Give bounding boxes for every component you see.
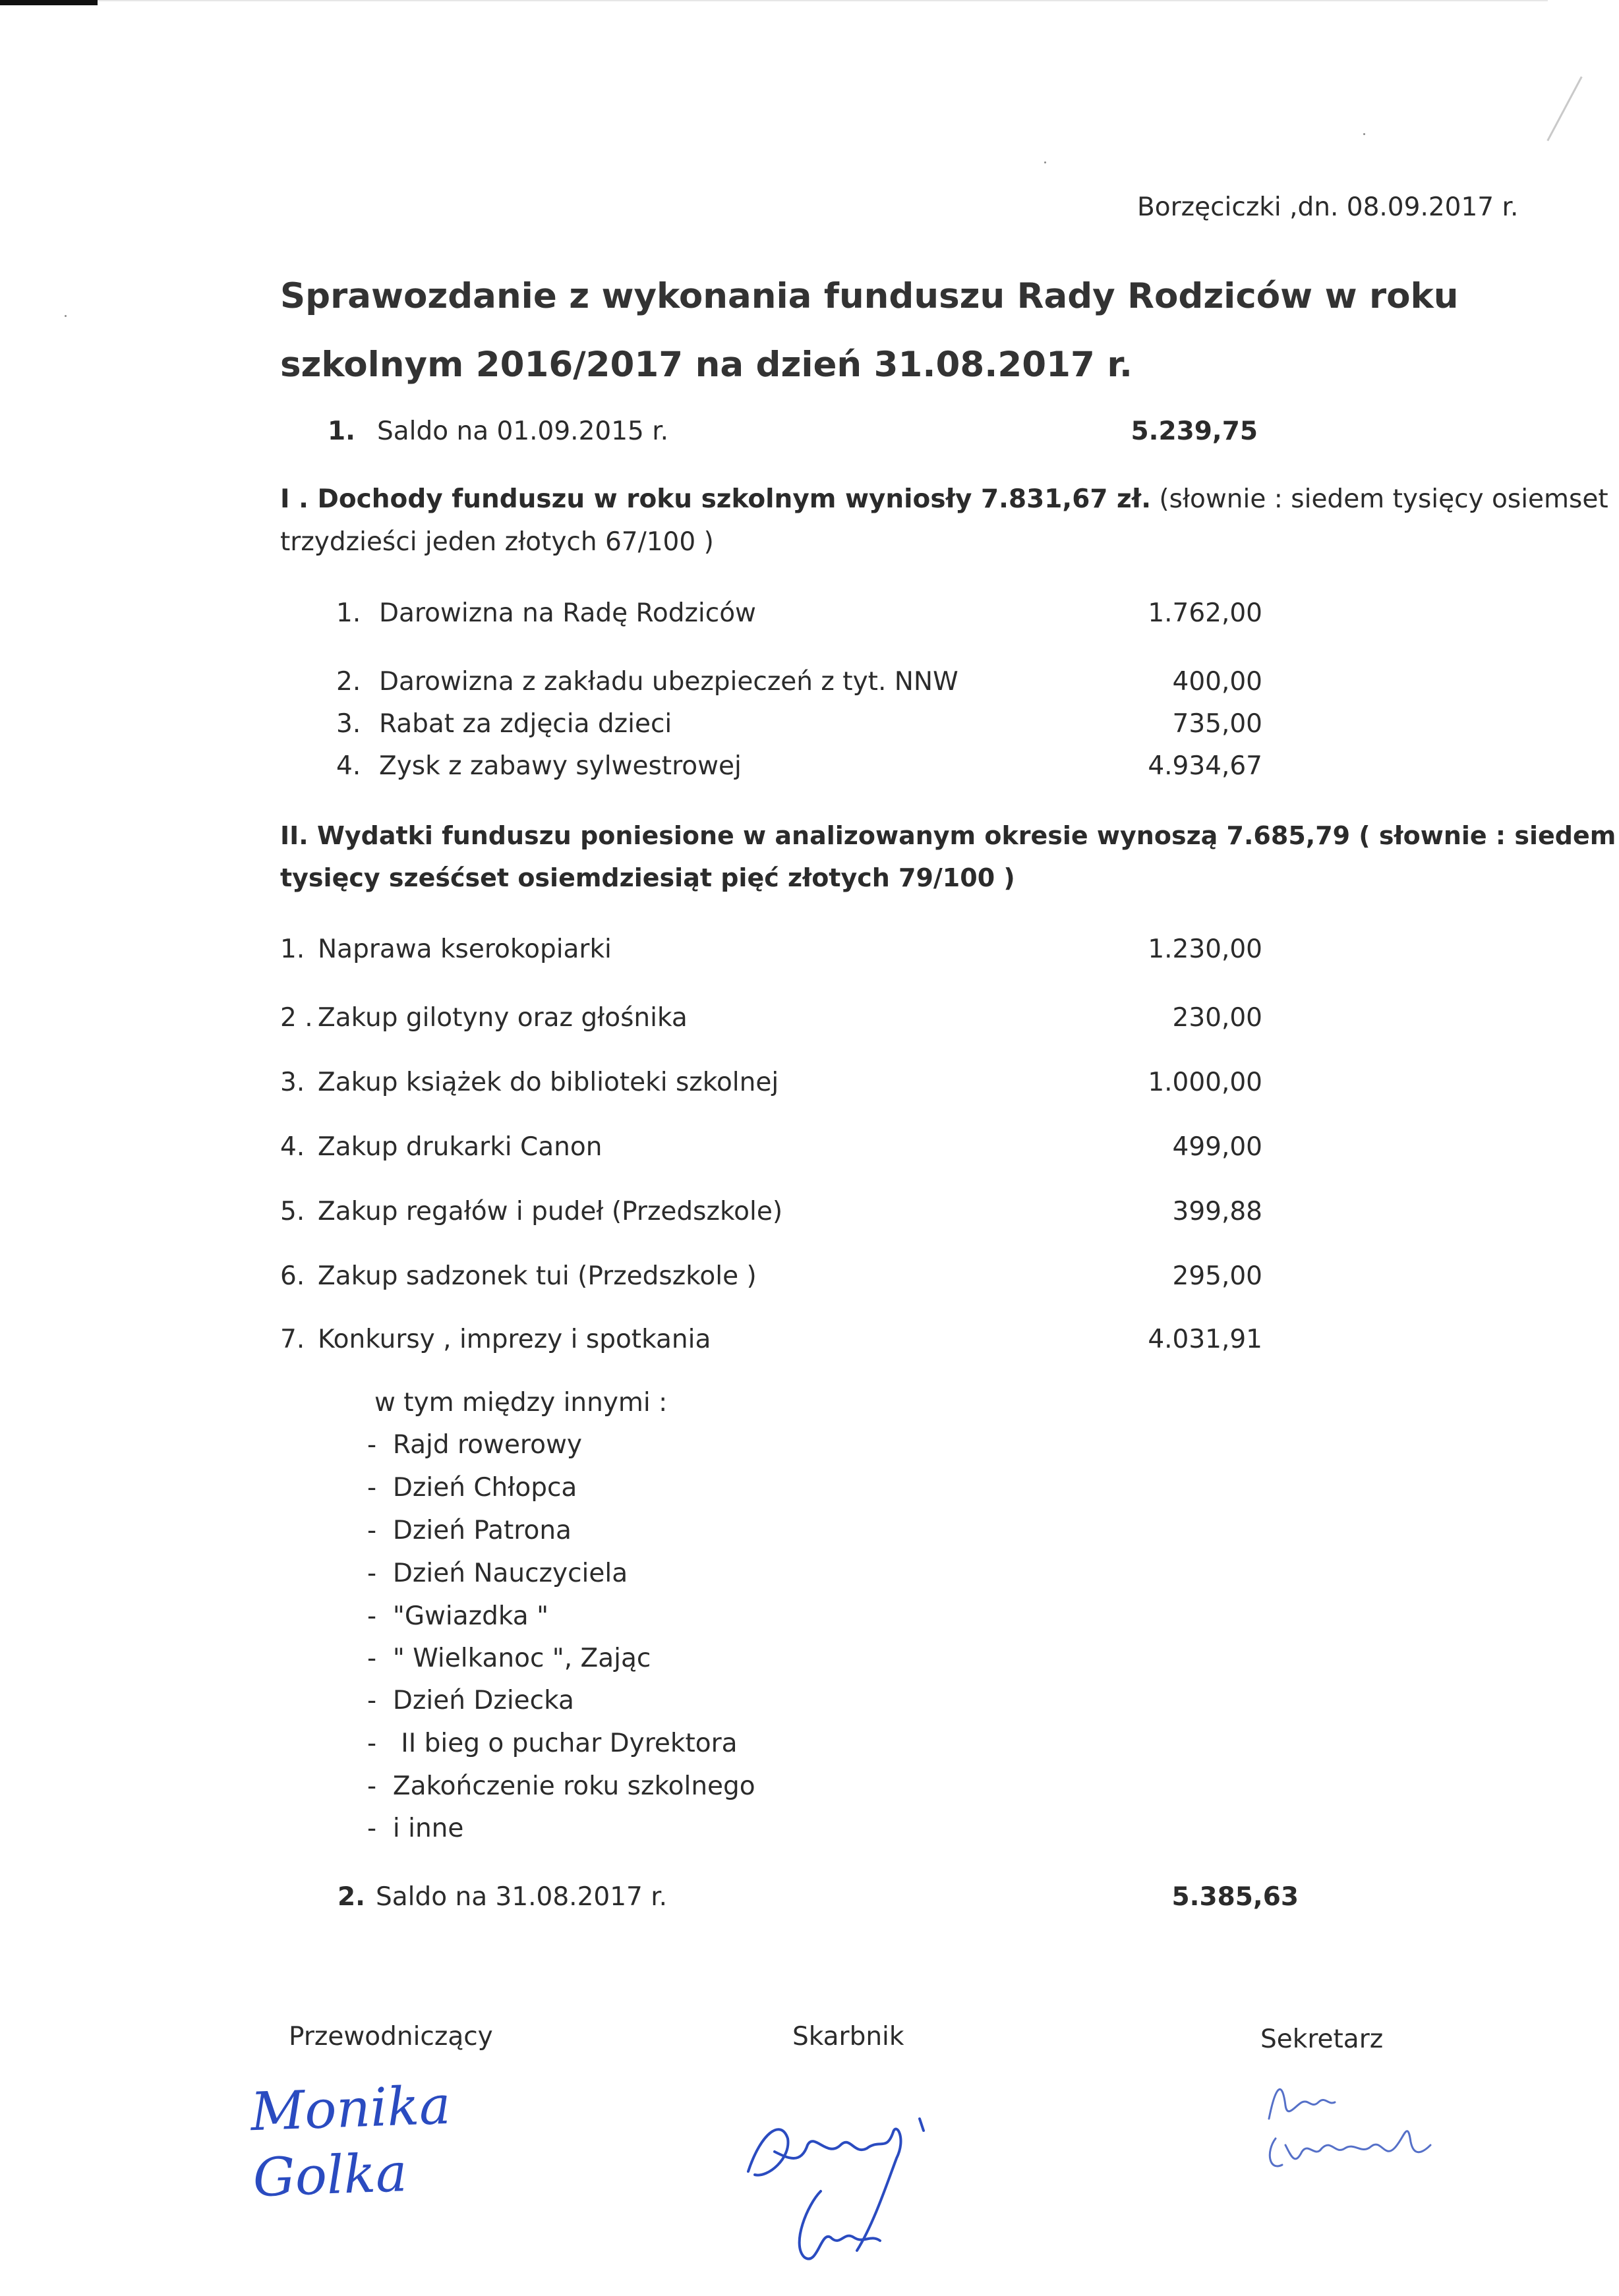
expense-item-amount: 4.031,91 (1148, 1325, 1262, 1354)
closing-balance-label: Saldo na 31.08.2017 r. (376, 1882, 668, 1912)
sublist-item-label: " Wielkanoc ", Zając (392, 1644, 651, 1673)
expense-item-amount: 230,00 (1172, 1003, 1262, 1033)
income-item-number: 2. (336, 667, 361, 697)
scan-speck (1363, 133, 1365, 135)
expense-item-label: Naprawa kserokopiarki (318, 934, 612, 964)
expense-item-number: 4. (280, 1132, 305, 1162)
income-heading-bold: I . Dochody funduszu w roku szkolnym wyniosły 7.831,67 zł. (280, 484, 1152, 514)
scan-speck (65, 315, 67, 317)
sublist-dash: - (367, 1771, 393, 1801)
expense-item-amount: 295,00 (1172, 1261, 1262, 1291)
sublist-dash: - (367, 1473, 393, 1503)
expense-item-label: Zakup sadzonek tui (Przedszkole ) (318, 1261, 757, 1291)
expense-item-number: 5. (280, 1197, 305, 1226)
sublist-item (367, 1729, 738, 1758)
sublist-item-label: Dzień Patrona (392, 1516, 572, 1545)
income-item-label: Zysk z zabawy sylwestrowej (379, 751, 742, 781)
title-line-1: Sprawozdanie z wykonania funduszu Rady Rodziców w roku (280, 276, 1459, 316)
document-title (280, 262, 1459, 399)
expenses-heading-line1: II. Wydatki funduszu poniesione w analizowanym okresie wynoszą 7.685,79 ( słownie : siedem (280, 821, 1616, 850)
income-heading (280, 484, 1608, 514)
sublist-item-label: Dzień Nauczyciela (392, 1559, 628, 1588)
expense-item-label: Zakup książek do biblioteki szkolnej (318, 1068, 779, 1097)
chair-signature: Monika Golka (249, 2074, 452, 2209)
closing-balance-amount: 5.385,63 (1171, 1882, 1299, 1912)
sublist-item (367, 1686, 574, 1715)
expense-item-label: Zakup regałów i pudeł (Przedszkole) (318, 1197, 783, 1226)
expense-item-label: Konkursy , imprezy i spotkania (318, 1325, 711, 1354)
sublist-item-label: Dzień Chłopca (392, 1473, 577, 1503)
sublist-item (367, 1771, 755, 1801)
expense-item-amount: 399,88 (1172, 1197, 1262, 1226)
sublist-item-label: i inne (392, 1814, 464, 1843)
income-item-amount: 1.762,00 (1148, 598, 1262, 628)
sublist-dash: - (367, 1644, 393, 1673)
expense-item-number: 7. (280, 1325, 305, 1354)
scan-edge-line (98, 0, 1548, 1)
sublist-item-label: Rajd rowerowy (392, 1430, 582, 1460)
sublist-item (367, 1601, 548, 1631)
expense-item-amount: 499,00 (1172, 1132, 1262, 1162)
sublist-dash: - (367, 1729, 393, 1758)
expense-item-number: 6. (280, 1261, 305, 1291)
income-item-label: Darowizna na Radę Rodziców (379, 598, 756, 628)
expense-item-label: Zakup gilotyny oraz głośnika (318, 1003, 688, 1033)
income-item-number: 1. (336, 598, 361, 628)
sublist-item (367, 1814, 463, 1843)
opening-balance-label: Saldo na 01.09.2015 r. (377, 416, 669, 446)
title-line-2: szkolnym 2016/2017 na dzień 31.08.2017 r. (280, 345, 1133, 385)
expenses-heading-line2: tysięcy sześćset osiemdziesiąt pięć złotych 79/100 ) (280, 863, 1015, 892)
income-item-amount: 400,00 (1172, 667, 1262, 697)
expense-item-amount: 1.000,00 (1148, 1068, 1262, 1097)
secretary-title: Sekretarz (1260, 2024, 1384, 2054)
sublist-item-label: II bieg o puchar Dyrektora (392, 1729, 738, 1758)
treasurer-title: Skarbnik (792, 2022, 904, 2052)
sublist-intro: w tym między innymi : (374, 1388, 668, 1418)
treasurer-signature (728, 2092, 939, 2293)
sublist-dash: - (367, 1686, 393, 1715)
expense-item-number: 2 . (280, 1003, 313, 1033)
income-item-label: Rabat za zdjęcia dzieci (379, 709, 672, 739)
sublist-dash: - (367, 1430, 393, 1460)
place-date: Borzęciczki ,dn. 08.09.2017 r. (1137, 192, 1519, 222)
sublist-item (367, 1644, 651, 1673)
expense-item-amount: 1.230,00 (1148, 934, 1262, 964)
sublist-item-label: "Gwiazdka " (392, 1601, 549, 1631)
chair-title: Przewodniczący (289, 2022, 493, 2052)
income-heading-rest: (słownie : siedem tysięcy osiemset (1151, 484, 1608, 514)
income-item-amount: 4.934,67 (1148, 751, 1262, 781)
expense-item-number: 3. (280, 1068, 305, 1097)
sublist-item (367, 1473, 577, 1503)
sublist-item (367, 1516, 572, 1545)
closing-balance-number: 2. (338, 1882, 365, 1912)
income-item-number: 3. (336, 709, 361, 739)
sublist-dash: - (367, 1516, 393, 1545)
sublist-dash: - (367, 1814, 393, 1843)
sublist-dash: - (367, 1601, 393, 1631)
scan-speck (1044, 161, 1046, 163)
scan-stroke-mark (1546, 76, 1582, 142)
opening-balance-amount: 5.239,75 (1131, 416, 1258, 446)
secretary-signature (1256, 2066, 1454, 2187)
income-heading-line2: trzydzieści jeden złotych 67/100 ) (280, 527, 714, 557)
scan-edge-mark (0, 0, 98, 5)
sublist-dash: - (367, 1559, 393, 1588)
sublist-item-label: Zakończenie roku szkolnego (392, 1771, 755, 1801)
sublist-item-label: Dzień Dziecka (392, 1686, 574, 1715)
expense-item-label: Zakup drukarki Canon (318, 1132, 603, 1162)
income-item-amount: 735,00 (1172, 709, 1262, 739)
sublist-item (367, 1430, 582, 1460)
income-item-label: Darowizna z zakładu ubezpieczeń z tyt. NNW (379, 667, 958, 697)
income-item-number: 4. (336, 751, 361, 781)
expense-item-number: 1. (280, 934, 305, 964)
opening-balance-number: 1. (328, 416, 355, 446)
sublist-item (367, 1559, 628, 1588)
